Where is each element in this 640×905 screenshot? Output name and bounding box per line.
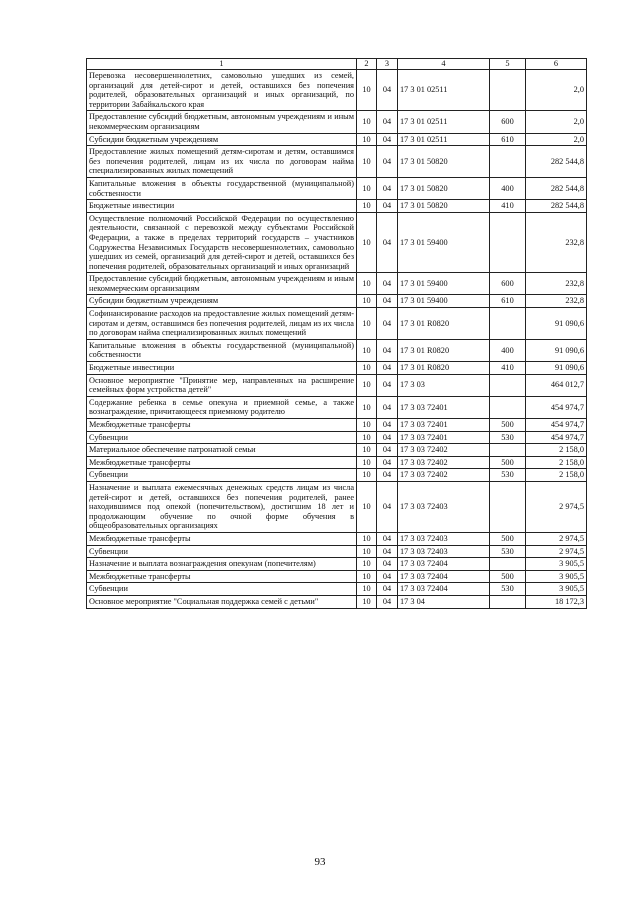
row-name-cell: Субвенции [87,583,357,596]
table-row [87,200,587,213]
row-name-cell: Субсидии бюджетным учреждениям [87,295,357,308]
row-name-cell: Бюджетные инвестиции [87,362,357,375]
row-name-cell: Межбюджетные трансферты [87,419,357,432]
subsection-cell: 04 [377,456,398,469]
row-name-cell: Основное мероприятие "Принятие мер, направленных на расширение семейных форм устройства детей" [87,374,357,396]
amount-cell: 464 012,7 [526,374,587,396]
table-row [87,212,587,273]
subsection-cell: 04 [377,111,398,133]
amount-cell: 232,8 [526,295,587,308]
amount-cell: 2 158,0 [526,469,587,482]
amount-cell: 232,8 [526,273,587,295]
section-cell: 10 [357,70,377,111]
row-name-cell: Субвенции [87,545,357,558]
section-cell: 10 [357,595,377,608]
row-name-cell: Капитальные вложения в объекты государственной (муниципальной) собственности [87,339,357,361]
section-cell: 10 [357,532,377,545]
expense-type-cell [490,396,526,418]
section-cell: 10 [357,362,377,375]
amount-cell: 282 544,8 [526,200,587,213]
section-cell: 10 [357,339,377,361]
expense-type-cell: 400 [490,177,526,199]
table-row [87,273,587,295]
table-row [87,419,587,432]
expense-type-cell [490,481,526,532]
target-article-cell: 17 3 03 [398,374,490,396]
section-cell: 10 [357,295,377,308]
target-article-cell: 17 3 03 72404 [398,583,490,596]
table-row [87,570,587,583]
table-row [87,111,587,133]
expense-type-cell [490,558,526,571]
row-name-cell: Назначение и выплата вознаграждения опекунам (попечителям) [87,558,357,571]
section-cell: 10 [357,374,377,396]
subsection-cell: 04 [377,200,398,213]
target-article-cell: 17 3 01 02511 [398,133,490,146]
expense-type-cell [490,374,526,396]
row-name-cell: Бюджетные инвестиции [87,200,357,213]
section-cell: 10 [357,146,377,178]
table-row [87,308,587,340]
section-cell: 10 [357,212,377,273]
section-cell: 10 [357,545,377,558]
row-name-cell: Капитальные вложения в объекты государственной (муниципальной) собственности [87,177,357,199]
amount-cell: 282 544,8 [526,146,587,178]
section-cell: 10 [357,396,377,418]
subsection-cell: 04 [377,339,398,361]
header-cell: 6 [526,59,587,70]
expense-type-cell: 500 [490,532,526,545]
section-cell: 10 [357,133,377,146]
target-article-cell: 17 3 01 02511 [398,111,490,133]
amount-cell: 454 974,7 [526,431,587,444]
row-name-cell: Предоставление субсидий бюджетным, автономным учреждениям и иным некоммерческим организациям [87,111,357,133]
amount-cell: 3 905,5 [526,570,587,583]
amount-cell: 2 974,5 [526,481,587,532]
table-row [87,583,587,596]
amount-cell: 282 544,8 [526,177,587,199]
target-article-cell: 17 3 01 59400 [398,212,490,273]
table-row [87,362,587,375]
section-cell: 10 [357,558,377,571]
section-cell: 10 [357,419,377,432]
expense-type-cell: 530 [490,469,526,482]
amount-cell: 232,8 [526,212,587,273]
target-article-cell: 17 3 01 R0820 [398,308,490,340]
subsection-cell: 04 [377,595,398,608]
section-cell: 10 [357,444,377,457]
table-row [87,70,587,111]
table-row [87,133,587,146]
subsection-cell: 04 [377,133,398,146]
section-cell: 10 [357,273,377,295]
section-cell: 10 [357,456,377,469]
subsection-cell: 04 [377,570,398,583]
table-row [87,374,587,396]
target-article-cell: 17 3 03 72403 [398,481,490,532]
header-cell: 1 [87,59,357,70]
table-row [87,146,587,178]
page-number: 93 [314,856,326,868]
subsection-cell: 04 [377,362,398,375]
amount-cell: 91 090,6 [526,362,587,375]
row-name-cell: Субсидии бюджетным учреждениям [87,133,357,146]
target-article-cell: 17 3 01 R0820 [398,339,490,361]
row-name-cell: Предоставление жилых помещений детям-сиротам и детям, оставшимся без попечения родителей, лицам из их числа по договорам найма специализированных жилых помещений [87,146,357,178]
expense-type-cell: 410 [490,362,526,375]
expense-type-cell: 530 [490,583,526,596]
target-article-cell: 17 3 01 R0820 [398,362,490,375]
target-article-cell: 17 3 03 72403 [398,545,490,558]
target-article-cell: 17 3 01 50820 [398,146,490,178]
section-cell: 10 [357,308,377,340]
subsection-cell: 04 [377,545,398,558]
subsection-cell: 04 [377,558,398,571]
expense-type-cell: 600 [490,111,526,133]
subsection-cell: 04 [377,212,398,273]
table-row [87,444,587,457]
target-article-cell: 17 3 01 02511 [398,70,490,111]
row-name-cell: Субвенции [87,469,357,482]
expense-type-cell: 610 [490,133,526,146]
target-article-cell: 17 3 03 72402 [398,456,490,469]
amount-cell: 3 905,5 [526,558,587,571]
amount-cell: 454 974,7 [526,396,587,418]
subsection-cell: 04 [377,431,398,444]
header-cell: 5 [490,59,526,70]
amount-cell: 454 974,7 [526,419,587,432]
section-cell: 10 [357,469,377,482]
table-row [87,339,587,361]
target-article-cell: 17 3 04 [398,595,490,608]
subsection-cell: 04 [377,396,398,418]
table-row [87,456,587,469]
subsection-cell: 04 [377,374,398,396]
table-row [87,431,587,444]
amount-cell: 2 158,0 [526,444,587,457]
amount-cell: 2,0 [526,111,587,133]
amount-cell: 2 158,0 [526,456,587,469]
section-cell: 10 [357,200,377,213]
subsection-cell: 04 [377,419,398,432]
target-article-cell: 17 3 03 72401 [398,419,490,432]
amount-cell: 2 974,5 [526,545,587,558]
amount-cell: 18 172,3 [526,595,587,608]
row-name-cell: Субвенции [87,431,357,444]
row-name-cell: Материальное обеспечение патронатной семьи [87,444,357,457]
table-row [87,177,587,199]
expense-type-cell [490,308,526,340]
expense-type-cell: 410 [490,200,526,213]
target-article-cell: 17 3 03 72404 [398,558,490,571]
subsection-cell: 04 [377,273,398,295]
subsection-cell: 04 [377,469,398,482]
subsection-cell: 04 [377,70,398,111]
expense-type-cell [490,595,526,608]
subsection-cell: 04 [377,177,398,199]
row-name-cell: Предоставление субсидий бюджетным, автономным учреждениям и иным некоммерческим организациям [87,273,357,295]
section-cell: 10 [357,583,377,596]
table-row [87,532,587,545]
amount-cell: 2,0 [526,70,587,111]
target-article-cell: 17 3 03 72402 [398,444,490,457]
target-article-cell: 17 3 01 50820 [398,177,490,199]
section-cell: 10 [357,431,377,444]
expense-type-cell [490,444,526,457]
row-name-cell: Межбюджетные трансферты [87,456,357,469]
row-name-cell: Перевозка несовершеннолетних, самовольно ушедших из семей, организаций для детей-сирот и детей, оставшихся без попечения родителей, образовательных организаций и иных организаций, по территории Забайкальского края [87,70,357,111]
amount-cell: 2,0 [526,133,587,146]
target-article-cell: 17 3 03 72404 [398,570,490,583]
target-article-cell: 17 3 03 72402 [398,469,490,482]
table-row [87,558,587,571]
budget-table [86,58,587,609]
subsection-cell: 04 [377,481,398,532]
row-name-cell: Межбюджетные трансферты [87,570,357,583]
expense-type-cell: 530 [490,545,526,558]
target-article-cell: 17 3 01 50820 [398,200,490,213]
expense-type-cell: 610 [490,295,526,308]
row-name-cell: Назначение и выплата ежемесячных денежных средств лицам из числа детей-сирот и детей, оставшихся без попечения родителей, ранее находившимся под опекой (попечительством), достигшим 18 лет и продолжающим обучение по очной форме обучения в общеобразовательных организациях [87,481,357,532]
table-row [87,481,587,532]
target-article-cell: 17 3 01 59400 [398,273,490,295]
expense-type-cell: 500 [490,419,526,432]
subsection-cell: 04 [377,444,398,457]
subsection-cell: 04 [377,146,398,178]
expense-type-cell [490,146,526,178]
target-article-cell: 17 3 03 72403 [398,532,490,545]
section-cell: 10 [357,481,377,532]
table-row [87,469,587,482]
row-name-cell: Межбюджетные трансферты [87,532,357,545]
target-article-cell: 17 3 03 72401 [398,431,490,444]
header-row [87,59,587,70]
table-row [87,595,587,608]
subsection-cell: 04 [377,295,398,308]
header-cell: 3 [377,59,398,70]
target-article-cell: 17 3 03 72401 [398,396,490,418]
section-cell: 10 [357,570,377,583]
row-name-cell: Осуществление полномочий Российской Федерации по осуществлению деятельности, связанной с перевозкой между субъектами Российской Федерации, а также в пределах территорий государств – участников Содружества Независимых Государств несовершеннолетних, самовольно ушедших из семей, организаций для детей-сирот и детей, оставшихся без попечения родителей, образовательных организаций и иных организаций [87,212,357,273]
subsection-cell: 04 [377,532,398,545]
row-name-cell: Основное мероприятие "Социальная поддержка семей с детьми" [87,595,357,608]
header-cell: 2 [357,59,377,70]
row-name-cell: Содержание ребенка в семье опекуна и приемной семье, а также вознаграждение, причитающееся приемному родителю [87,396,357,418]
row-name-cell: Софинансирование расходов на предоставление жилых помещений детям-сиротам и детям, оставшимся без попечения родителей, лицам из их числа по договорам найма специализированных жилых помещений [87,308,357,340]
subsection-cell: 04 [377,583,398,596]
table-row [87,545,587,558]
expense-type-cell [490,70,526,111]
expense-type-cell: 500 [490,456,526,469]
expense-type-cell [490,212,526,273]
table-row [87,396,587,418]
header-cell: 4 [398,59,490,70]
target-article-cell: 17 3 01 59400 [398,295,490,308]
subsection-cell: 04 [377,308,398,340]
amount-cell: 91 090,6 [526,339,587,361]
expense-type-cell: 600 [490,273,526,295]
section-cell: 10 [357,177,377,199]
table-row [87,295,587,308]
amount-cell: 2 974,5 [526,532,587,545]
amount-cell: 3 905,5 [526,583,587,596]
amount-cell: 91 090,6 [526,308,587,340]
expense-type-cell: 400 [490,339,526,361]
expense-type-cell: 500 [490,570,526,583]
section-cell: 10 [357,111,377,133]
expense-type-cell: 530 [490,431,526,444]
